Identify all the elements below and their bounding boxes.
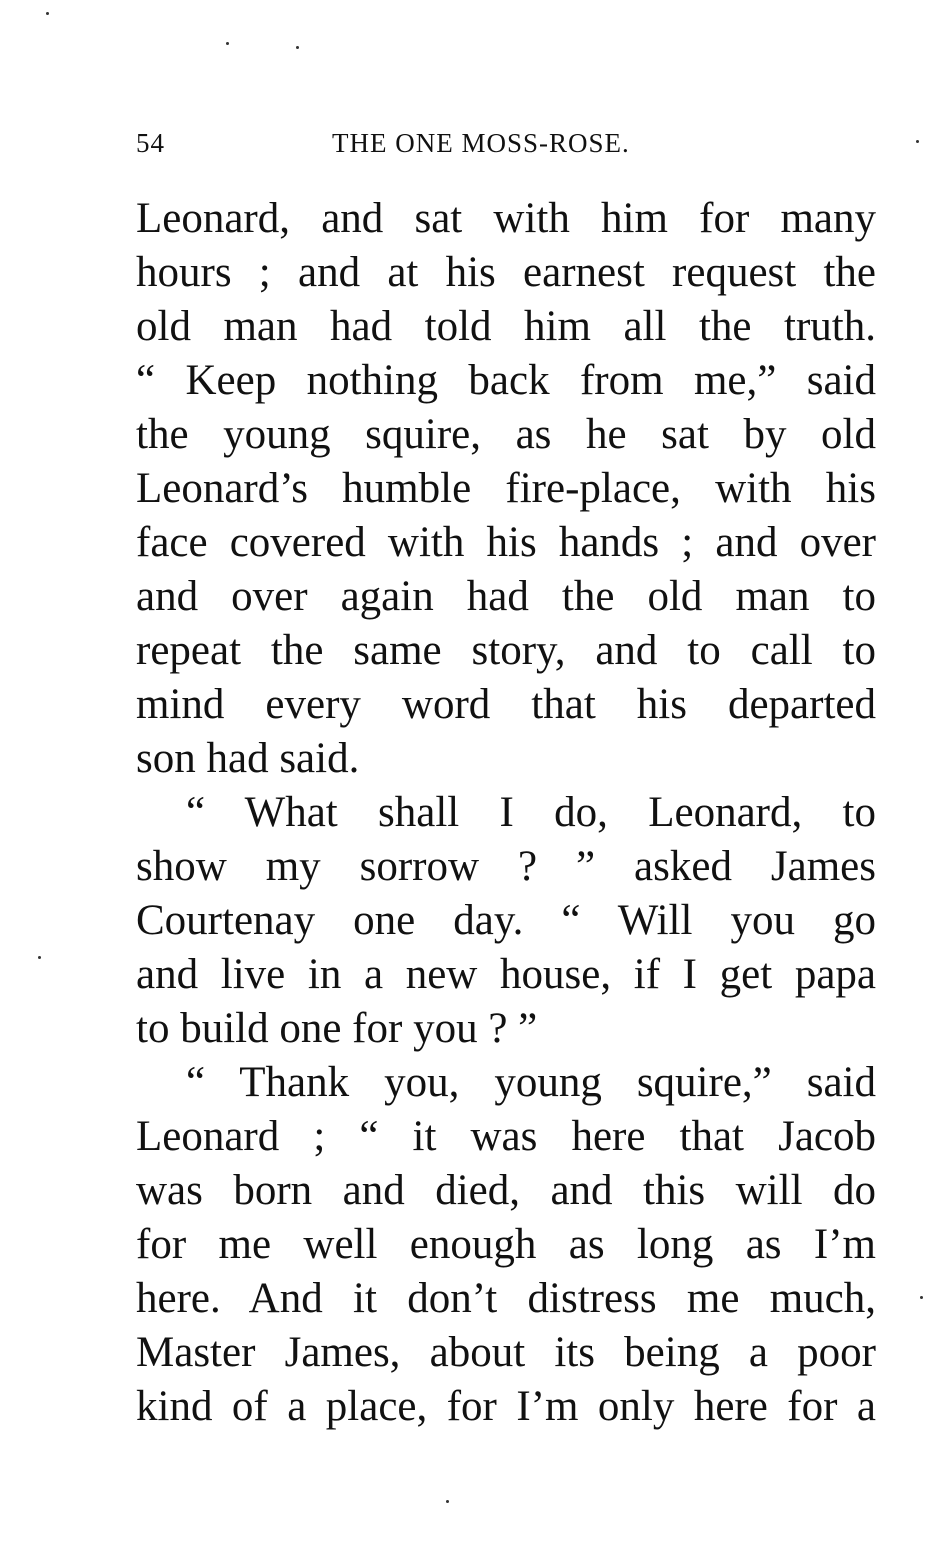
scan-speck xyxy=(46,12,49,15)
text-line: and live in a new house, if I get papa xyxy=(136,951,876,998)
text-line: to build one for you ? ” xyxy=(136,1005,538,1052)
text-line: mind every word that his departed xyxy=(136,681,876,728)
text-line: the young squire, as he sat by old xyxy=(136,411,876,458)
text-line: Master James, about its being a poor xyxy=(136,1329,876,1376)
text-line: Leonard’s humble fire-place, with his xyxy=(136,465,876,512)
scan-speck xyxy=(226,42,229,45)
body-text xyxy=(136,192,876,1434)
text-line: Courtenay one day. “ Will you go xyxy=(136,897,876,944)
text-line: Leonard, and sat with him for many xyxy=(136,195,876,242)
text-line: kind of a place, for I’m only here for a xyxy=(136,1383,876,1430)
text-line: “ Thank you, young squire,” said xyxy=(186,1059,876,1106)
scan-speck xyxy=(38,956,41,959)
scan-speck xyxy=(296,46,299,49)
text-line: face covered with his hands ; and over xyxy=(136,519,876,566)
book-title: THE ONE MOSS-ROSE. xyxy=(332,128,630,158)
text-line: show my sorrow ? ” asked James xyxy=(136,843,876,890)
page-number: 54 xyxy=(136,128,165,158)
text-line: old man had told him all the truth. xyxy=(136,303,876,350)
scan-speck xyxy=(920,1296,923,1299)
running-head xyxy=(136,128,876,168)
text-line: son had said. xyxy=(136,735,360,782)
text-line: “ What shall I do, Leonard, to xyxy=(186,789,876,836)
text-line: for me well enough as long as I’m xyxy=(136,1221,876,1268)
text-line: here. And it don’t distress me much, xyxy=(136,1275,876,1322)
text-line: Leonard ; “ it was here that Jacob xyxy=(136,1113,876,1160)
scan-speck xyxy=(446,1500,449,1503)
scan-speck xyxy=(916,140,919,143)
text-line: “ Keep nothing back from me,” said xyxy=(136,357,876,404)
text-line: hours ; and at his earnest request the xyxy=(136,249,876,296)
text-line: repeat the same story, and to call to xyxy=(136,627,876,674)
text-line: was born and died, and this will do xyxy=(136,1167,876,1214)
text-line: and over again had the old man to xyxy=(136,573,876,620)
